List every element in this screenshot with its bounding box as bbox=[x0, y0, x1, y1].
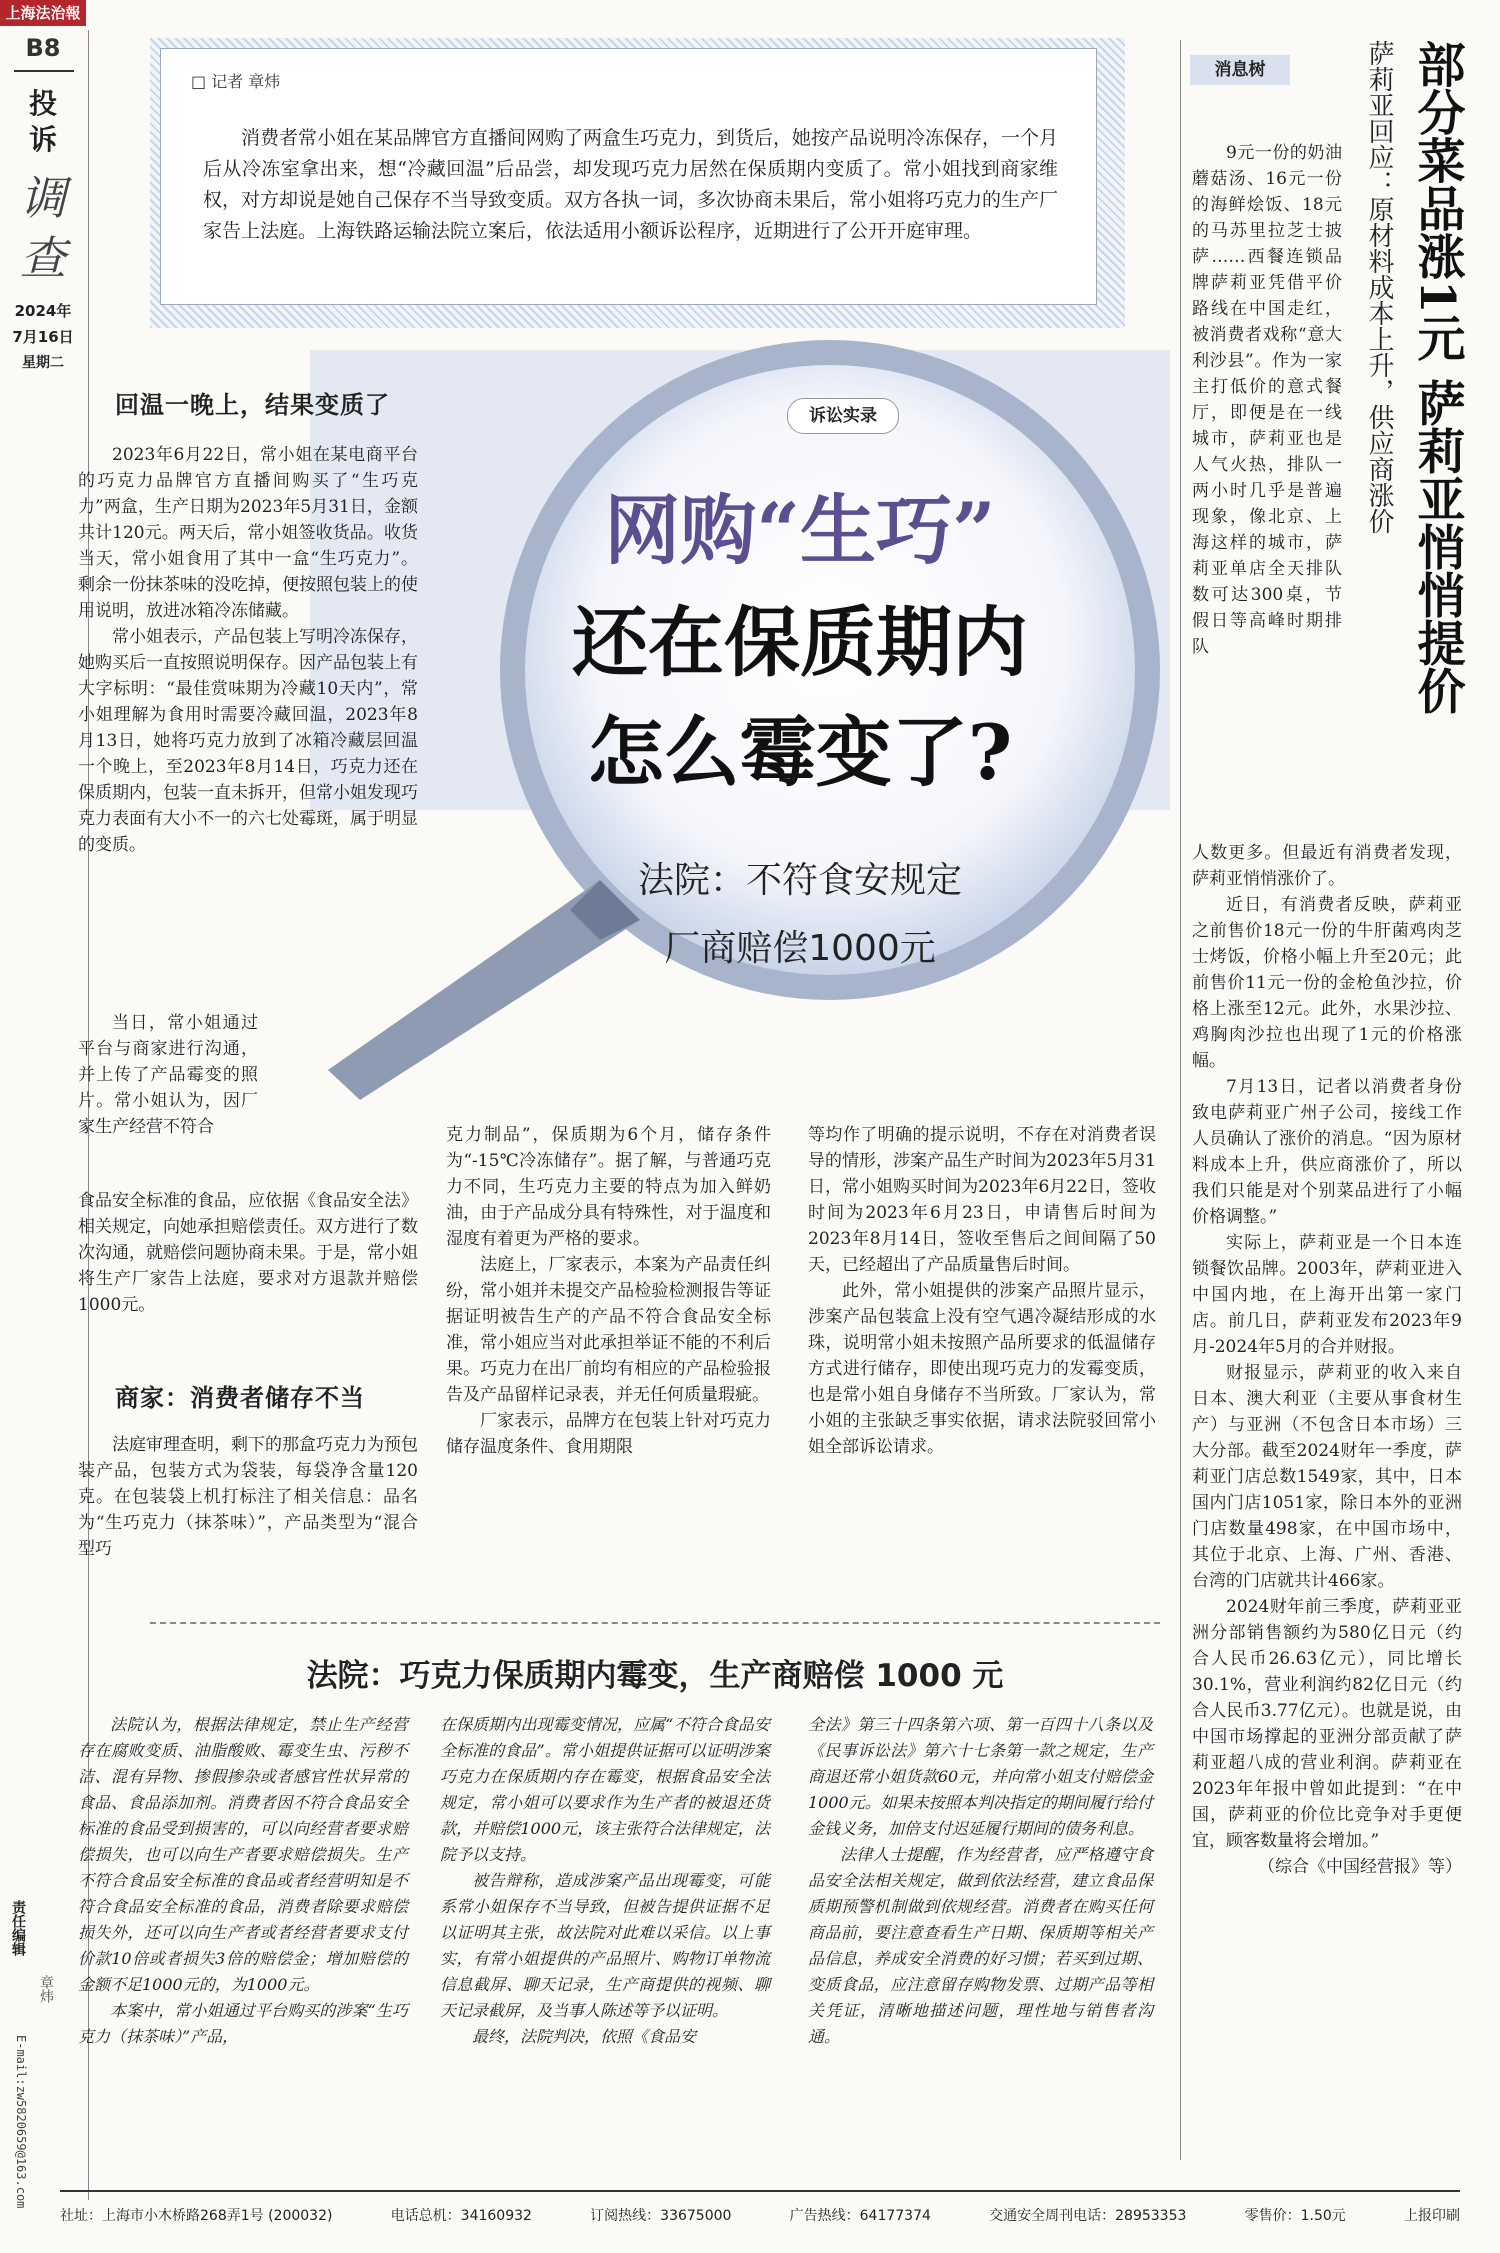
news-p4: 实际上，萨莉亚是一个日本连锁餐饮品牌。2003年，萨莉亚进入中国内地，在上海开出第一家门店。前几日，萨莉亚发布2023年9月-2024年5月的合并财报。 bbox=[1192, 1233, 1462, 1357]
court-c2-p3: 最终，法院判决，依照《食品安 bbox=[472, 2027, 697, 2046]
sec1-body bbox=[78, 442, 418, 858]
news-p6: 2024财年前三季度，萨莉亚亚洲分部销售额约为580亿日元（约合人民币26.63亿元），同比增长30.1%，营业利润约82亿日元（约合人民币3.77亿元）。也就是说，由中国市场撑起的亚洲分部贡献了萨莉亚超八成的营业利润。萨莉亚在2023年年报中曾如此提到：“在中国，萨莉亚的价位比竞争对手更便宜，顾客数量将会增加。” bbox=[1192, 1597, 1462, 1851]
news-p3: 7月13日，记者以消费者身份致电萨莉亚广州子公司，接线工作人员确认了涨价的消息。“因为原材料成本上升，供应商涨价了，所以我们只能是对个别菜品进行了小幅价格调整。” bbox=[1192, 1077, 1462, 1227]
editor-label: 责任编辑 bbox=[10, 1900, 26, 1956]
footer-order: 订阅热线：33675000 bbox=[590, 2208, 732, 2224]
footer-ad: 广告热线：64177374 bbox=[789, 2208, 931, 2224]
feature-graphic bbox=[300, 340, 1180, 1130]
court-c1-p2: 本案中，常小姐通过平台购买的涉案“生巧克力（抹茶味）”产品， bbox=[78, 2001, 408, 2046]
section-name-4: 查 bbox=[20, 231, 66, 285]
section-name-1: 投 bbox=[28, 87, 57, 120]
feature-sub-1: 法院：不符食安规定 bbox=[637, 860, 962, 901]
section-name-3: 调 bbox=[20, 171, 66, 225]
mid-col2-p2: 法庭上，厂家表示，本案为产品责任纠纷，常小姐并未提交产品检验检测报告等证据证明被告生产的产品不符合食品安全标准，常小姐应当对此承担举证不能的不利后果。巧克力在出厂前均有相应的产品检验报告及产品留样记录表，并无任何质量瑕疵。 bbox=[446, 1255, 771, 1405]
intro-text: 消费者常小姐在某品牌官方直播间网购了两盒生巧克力，到货后，她按产品说明冷冻保存，一个月后从冷冻室拿出来，想“冷藏回温”后品尝，却发现巧克力居然在保质期内变质了。常小姐找到商家维权，对方却说是她自己保存不当导致变质。双方各执一词，多次协商未果后，常小姐将巧克力的生产厂家告上法庭。上海铁路运输法院立案后，依法适用小额诉讼程序，近期进行了公开开庭审理。 bbox=[203, 127, 1059, 242]
news-tag: 消息树 bbox=[1190, 55, 1290, 85]
mid-col3-p1: 等均作了明确的提示说明，不存在对消费者误导的情形，涉案产品生产时间为2023年5月31日，常小姐购买时间为2023年6月22日，签收时间为2023年6月23日，申请售后时间为2023年8月14日，签收至售后之间间隔了50天，已经超出了产品质量售后时间。 bbox=[808, 1125, 1156, 1275]
footer-traffic: 交通安全周刊电话：28953353 bbox=[989, 2208, 1187, 2224]
footer bbox=[60, 2200, 1460, 2230]
news-p2: 近日，有消费者反映，萨莉亚之前售价18元一份的牛肝菌鸡肉芝士烤饭，价格小幅上升至20元；此前售价11元一份的金枪鱼沙拉，价格上涨至12元。此外，水果沙拉、鸡胸肉沙拉也出现了1元的价格涨幅。 bbox=[1192, 895, 1462, 1071]
court-c3-p1: 全法》第三十四条第六项、第一百四十八条以及《民事诉讼法》第六十七条第一款之规定，生产商退还常小姐货款60元，并向常小姐支付赔偿金1000元。如果未按照本判决指定的期间履行给付金钱义务，加倍支付迟延履行期间的债务利息。 bbox=[808, 1715, 1153, 1838]
sec1-p2: 常小姐表示，产品包装上写明冷冻保存，她购买后一直按照说明保存。因产品包装上有大字标明：“最佳赏味期为冷藏10天内”，常小姐理解为食用时需要冷藏回温，2023年8月13日，她将巧克力放到了冰箱冷藏层回温一个晚上，至2023年8月14日，巧克力还在保质期内，包装一直未拆开，但常小姐发现巧克力表面有大小不一的六七处霉斑，属于明显的变质。 bbox=[78, 627, 418, 855]
news-source: （综合《中国经营报》等） bbox=[1258, 1857, 1462, 1877]
sec1-p3b-block bbox=[78, 1188, 418, 1318]
court-title: 法院：巧克力保质期内霉变，生产商赔偿 1000 元 bbox=[306, 1658, 1004, 1694]
page-number: B8 bbox=[25, 34, 61, 62]
mid-col2-p1: 克力制品”，保质期为6个月，储存条件为“-15℃冷冻储存”。据了解，与普通巧克力不同，生巧克力主要的特点为加入鲜奶油，由于产品成分具有特殊性，对于温度和湿度有着更为严格的要求。 bbox=[446, 1125, 771, 1249]
feature-tag: 诉讼实录 bbox=[787, 398, 899, 434]
sec1-p1: 2023年6月22日，常小姐在某电商平台的巧克力品牌官方直播间购买了“生巧克力”两盒，生产日期为2023年5月31日，金额共计120元。两天后，常小姐签收货品。收货当天，常小姐食用了其中一盒“生巧克力”。剩余一份抹茶味的没吃掉，便按照包装上的使用说明，放进冰箱冷冻储藏。 bbox=[78, 445, 418, 621]
court-col-2 bbox=[440, 1712, 770, 2050]
news-body-top bbox=[1192, 140, 1342, 660]
court-c2-p2: 被告辩称，造成涉案产品出现霉变，可能系常小姐保存不当导致，但被告提供证据不足以证明其主张，故法院对此难以采信。以上事实，有常小姐提供的产品照片、购物订单物流信息截屏、聊天记录，生产商提供的视频、聊天记录截屏，及当事人陈述等予以证明。 bbox=[440, 1871, 770, 2020]
court-c1-p1: 法院认为，根据法律规定，禁止生产经营存在腐败变质、油脂酸败、霉变生虫、污秽不洁、混有异物、掺假掺杂或者感官性状异常的食品、食品添加剂。消费者因不符合食品安全标准的食品受到损害的，可以向经营者要求赔偿损失，也可以向生产者要求赔偿损失。生产不符合食品安全标准的食品或者经营明知是不符合食品安全标准的食品，消费者除要求赔偿损失外，还可以向生产者或者经营者要求支付价款10倍或者损失3倍的赔偿金；增加赔偿的金额不足1000元的，为1000元。 bbox=[78, 1715, 408, 1994]
feature-headline-1: 网购“生巧” bbox=[604, 486, 996, 575]
masthead bbox=[0, 0, 90, 430]
news-headline-sub: 萨莉亚回应：原材料成本上升，供应商涨价 bbox=[1364, 40, 1394, 534]
intro-box bbox=[160, 48, 1097, 305]
sec2-body bbox=[78, 1432, 418, 1562]
court-c2-p1: 在保质期内出现霉变情况，应属“不符合食品安全标准的食品”。常小姐提供证据可以证明涉案巧克力在保质期内存在霉变，根据食品安全法规定，常小姐可以要求作为生产者的被退还货款，并赔偿1000元，该主张符合法律规定，法院予以支持。 bbox=[440, 1715, 770, 1864]
issue-date: 7月16日 bbox=[12, 328, 74, 346]
news-p1: 9元一份的奶油蘑菇汤、16元一份的海鲜烩饭、18元的马苏里拉芝士披萨……西餐连锁品牌萨莉亚凭借平价路线在中国走红，被消费者戏称“意大利沙县”。作为一家主打低价的意式餐厅，即便是在一线城市，萨莉亚也是人气火热，排队一两小时几乎是普遍现象，像北京、上海这样的城市，萨莉亚单店全天排队数可达300桌，节假日等高峰时期排队 bbox=[1192, 143, 1342, 657]
news-body bbox=[1192, 840, 1462, 1880]
issue-year: 2024年 bbox=[14, 302, 72, 320]
news-headline-main: 部分菜品涨1元 萨莉亚悄悄提价 bbox=[1409, 40, 1465, 715]
editor-email: E-mail:zw5820659@163.com bbox=[14, 2035, 28, 2209]
footer-price: 零售价：1.50元 bbox=[1244, 2208, 1346, 2224]
news-p1b: 人数更多。但最近有消费者发现，萨莉亚悄悄涨价了。 bbox=[1192, 843, 1462, 889]
footer-phone: 电话总机：34160932 bbox=[390, 2208, 532, 2224]
feature-headline-3: 怎么霉变了? bbox=[587, 708, 1013, 797]
sec1-p3a-block bbox=[78, 1010, 258, 1140]
mid-col2-p3: 厂家表示，品牌方在包装上针对巧克力储存温度条件、食用期限 bbox=[446, 1411, 771, 1457]
court-col-3 bbox=[808, 1712, 1153, 2050]
newspaper-logo: 上海法治報 bbox=[0, 0, 86, 26]
editor-name: 章炜 bbox=[38, 1975, 54, 2003]
feature-sub-2: 厂商赔偿1000元 bbox=[664, 928, 936, 969]
section-name-2: 诉 bbox=[28, 123, 57, 156]
byline: □ 记者 章炜 bbox=[191, 72, 281, 91]
footer-printer: 上报印刷 bbox=[1404, 2208, 1460, 2224]
sec1-p3a: 当日，常小姐通过平台与商家进行沟通，并上传了产品霉变的照片。常小姐认为，因厂家生产经营不符合 bbox=[78, 1013, 258, 1137]
feature-headline-2: 还在保质期内 bbox=[572, 598, 1028, 687]
mid-col3-p2: 此外，常小姐提供的涉案产品照片显示，涉案产品包装盒上没有空气遇冷凝结形成的水珠，说明常小姐未按照产品所要求的低温储存方式进行储存，即使出现巧克力的发霉变质，也是常小姐自身储存不当所致。厂家认为，常小姐的主张缺乏事实依据，请求法院驳回常小姐全部诉讼请求。 bbox=[808, 1281, 1156, 1457]
court-c3-p2: 法律人士提醒，作为经营者，应严格遵守食品安全法相关规定，做到依法经营，建立食品保质期预警机制做到依规经营。消费者在购买任何商品前，要注意查看生产日期、保质期等相关产品信息，养成安全消费的好习惯；若买到过期、变质食品，应注意留存购物发票、过期产品等相关凭证，清晰地描述问题，理性地与销售者沟通。 bbox=[808, 1845, 1153, 2046]
news-p5: 财报显示，萨莉亚的收入来自日本、澳大利亚（主要从事食材生产）与亚洲（不包含日本市场）三大分部。截至2024财年一季度，萨莉亚门店总数1549家，其中，日本国内门店1051家，除日本外的亚洲门店数量498家，在中国市场中，其位于北京、上海、广州、香港、台湾的门店就共计466家。 bbox=[1192, 1363, 1462, 1591]
sec2-p1: 法庭审理查明，剩下的那盒巧克力为预包装产品，包装方式为袋装，每袋净含量120克。在包装袋上机打标注了相关信息：品名为“生巧克力（抹茶味）”，产品类型为“混合型巧 bbox=[78, 1435, 418, 1559]
issue-weekday: 星期二 bbox=[22, 355, 64, 371]
court-col-1 bbox=[78, 1712, 408, 2050]
sec1-title: 回温一晚上，结果变质了 bbox=[115, 391, 390, 419]
mid-col-3 bbox=[808, 1122, 1156, 1460]
sec1-p3b: 食品安全标准的食品，应依据《食品安全法》相关规定，向她承担赔偿责任。双方进行了数次沟通，就赔偿问题协商未果。于是，常小姐将生产厂家告上法庭，要求对方退款并赔偿1000元。 bbox=[78, 1191, 418, 1315]
mid-col-2 bbox=[446, 1122, 771, 1460]
sec2-title: 商家：消费者储存不当 bbox=[115, 1384, 365, 1412]
footer-address: 社址：上海市小木桥路268弄1号 (200032) bbox=[60, 2208, 333, 2224]
